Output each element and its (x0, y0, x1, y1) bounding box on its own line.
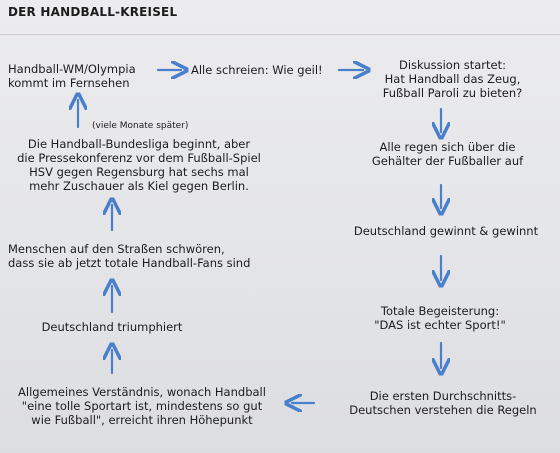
node-regeln (332, 389, 554, 417)
note-viele-monate: (viele Monate später) (92, 121, 189, 131)
node-strassen (8, 242, 250, 270)
node-gehaelter (360, 140, 535, 168)
node-bundesliga-text: Die Handball-Bundesliga beginnt, aber die Pressekonferenz vor dem Fußball-Spiel HSV gegen Regensburg hat sechs mal mehr Zuschauer als Kiel gegen Berlin. (17, 137, 261, 193)
node-verstaendnis-text: Allgemeines Verständnis, wonach Handball "eine tolle Sportart ist, mindestens so gut wie Fußball", erreicht ihren Höhepunkt (18, 385, 266, 427)
node-alle-schreien-text: Alle schreien: Wie geil! (191, 63, 323, 77)
node-bundesliga (4, 137, 274, 193)
node-wm-olympia-text: Handball-WM/Olympia kommt im Fernsehen (8, 62, 136, 90)
node-deutschland-gewinnt-text: Deutschland gewinnt & gewinnt (353, 224, 539, 238)
diagram-title: DER HANDBALL-KREISEL (8, 5, 178, 19)
node-wm-olympia (8, 62, 136, 90)
node-strassen-text: Menschen auf den Straßen schwören, dass sie ab jetzt totale Handball-Fans sind (8, 242, 251, 270)
node-triumphiert-text: Deutschland triumphiert (41, 320, 183, 334)
node-diskussion-text: Diskussion startet: Hat Handball das Zeug, Fußball Paroli zu bieten? (382, 58, 523, 100)
node-verstaendnis (4, 385, 280, 427)
node-diskussion (365, 58, 540, 100)
node-begeisterung (360, 304, 520, 332)
node-regeln-text: Die ersten Durchschnitts- Deutschen verstehen die Regeln (349, 389, 537, 417)
node-begeisterung-text: Totale Begeisterung: "DAS ist echter Sport!" (374, 304, 506, 332)
node-deutschland-gewinnt (346, 224, 546, 238)
node-alle-schreien (191, 63, 323, 77)
node-triumphiert (36, 320, 188, 334)
node-gehaelter-text: Alle regen sich über die Gehälter der Fußballer auf (371, 140, 524, 168)
